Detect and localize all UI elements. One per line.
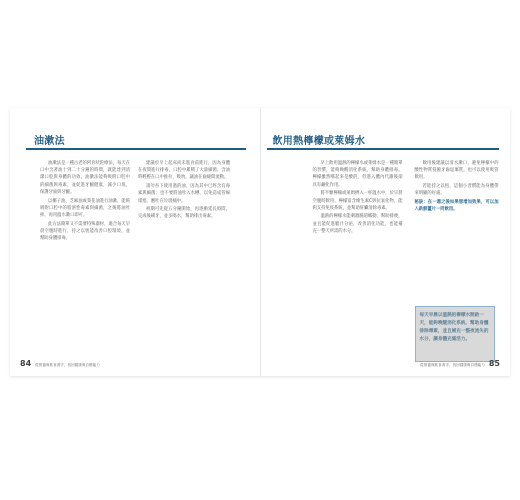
running-footer: 從營養與飲食著手，找回健康與自癒能力 (420, 363, 485, 367)
left-section-heading: 油漱法 (34, 136, 65, 147)
right-footer (420, 359, 500, 368)
callout-box: 每天早晨以溫熱的檸檬水開啟一天，能夠喚醒消化系統、幫助身體排除毒素，並且補充一整夜流失的水分，讓身體充滿活力。 (415, 306, 495, 362)
running-footer: 從營養與飲食著手，找回健康與自癒能力 (35, 363, 100, 367)
right-section-heading: 飲用熱檸檬或萊姆水 (272, 136, 366, 147)
paragraph: 若能持之以恆，這個小習慣能為身體帶來明顯的好處。 (414, 184, 499, 197)
paragraph: 請勿吞下使用過的油，因為其中已經含有毒素與細菌；也不要將油吐入水槽，以免造成管線堵塞，應吐在垃圾桶中。 (138, 184, 230, 204)
left-column-2 (138, 160, 230, 222)
page-number: 85 (488, 359, 500, 368)
paragraph: 初期可先從五分鐘開始，再逐漸延長時間。完成後刷牙，並多喝水，幫助排出毒素。 (138, 207, 230, 220)
left-footer (20, 359, 100, 368)
paragraph: 以椰子油、芝麻油或葵花油進行油漱，能夠吸附口腔中的脂溶性毒素與細菌，之後將油吐掉，再用溫水漱口即可。 (40, 198, 130, 218)
tip-note: 秘訣：在一週之後如果想增加效果，可以加入新鮮薑片一同飲用。 (414, 200, 499, 213)
left-heading-rule (26, 148, 246, 150)
paragraph: 飲用後建議以清水漱口，避免檸檬中的酸性物質侵蝕牙齒琺瑯質，也可以使用吸管飲用。 (414, 161, 499, 181)
left-page (10, 108, 261, 376)
paragraph: 將半顆檸檬或萊姆擠入一杯溫水中，於早晨空腹時飲用。檸檬富含維生素C與抗氧化物，能夠支持免疫系統，並幫助肝臟清除毒素。 (312, 191, 403, 211)
paragraph: 油漱法是一種古老的阿育吠陀療法，每天在口中含著油十到二十分鐘的時間，就能達到清潔口腔與身體的功效。油漱法能夠吸附口腔中的細菌與毒素，並促進牙齦健康，減少口臭，保護牙齒與牙齦。 (40, 161, 130, 195)
paragraph: 溫熱的檸檬水能刺激腸道蠕動，幫助排便，並且能促進膽汁分泌，改善消化功能，也能補充一整天所需的水分。 (312, 214, 403, 234)
right-column-2 (415, 160, 499, 215)
right-heading-rule (267, 148, 499, 150)
book-spread (10, 108, 510, 376)
paragraph: 早上飲用溫熱的檸檬水或萊姆水是一種簡單的習慣，能夠喚醒消化系統，幫助身體排毒。檸檬雖然嚐起來是酸的，但進入體內代謝後卻具有鹼化作用。 (312, 161, 403, 188)
paragraph: 建議於早上起床尚未進食前進行，因為身體在夜間進行排毒，口腔中累積了大量細菌。含油時輕輕在口中推拉、吸吮，讓油在齒縫間流動。 (138, 161, 230, 181)
page-number: 84 (20, 359, 32, 368)
paragraph: 此方法簡單又不需要特殊器材，適合每天早晨空腹時進行，持之以恆能改善口腔環境，並幫助身體排毒。 (40, 221, 130, 242)
right-column-1 (313, 160, 403, 237)
right-page (261, 108, 511, 376)
left-column-1 (40, 160, 130, 244)
